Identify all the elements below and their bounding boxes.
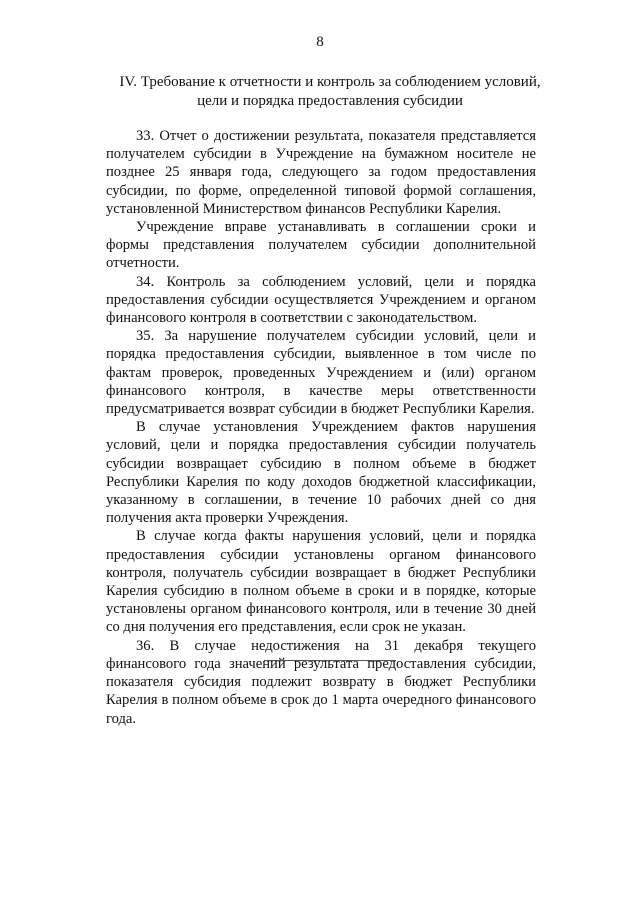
paragraph-additional-reporting: Учреждение вправе устанавливать в соглашении сроки и формы представления получателем субсидии дополнительной отчетности.: [106, 219, 536, 272]
paragraph-35: 35. За нарушение получателем субсидии условий, цели и порядка предоставления субсидии, выявленное в том числе по фактам проверок, проведенных Учреждением и (или) органом финансового контроля, в качестве меры ответственности предусматривается возврат субсидии в бюджет Республики Карелия.: [106, 328, 536, 418]
paragraph-34: 34. Контроль за соблюдением условий, цели и порядка предоставления субсидии осуществляется Учреждением и органом финансового контроля в соответствии с законодательством.: [106, 273, 536, 327]
section-title: [100, 73, 560, 111]
section-body: [106, 127, 536, 728]
paragraph-institution-violation: В случае установления Учреждением фактов нарушения условий, цели и порядка предоставления субсидии получатель субсидии возвращает субсидию в полном объеме в бюджет Республики Карелия по коду доходов бюджетной классификации, указанному в соглашении, в течение 10 рабочих дней со дня получения акта проверки Учреждения.: [106, 419, 536, 527]
end-divider: [264, 660, 396, 661]
section-title-line-1: IV. Требование к отчетности и контроль за соблюдением условий,: [119, 74, 541, 90]
page-number: 8: [316, 34, 324, 50]
paragraph-36: 36. В случае недостижения на 31 декабря текущего финансового года значений результата предоставления субсидии, показателя субсидия подлежит возврату в бюджет Республики Карелия в полном объеме в срок до 1 марта очередного финансового года.: [106, 637, 536, 727]
section-title-line-2: цели и порядка предоставления субсидии: [197, 93, 463, 109]
paragraph-33: 33. Отчет о достижении результата, показателя представляется получателем субсидии в Учреждение на бумажном носителе не позднее 25 января года, следующего за годом предоставления субсидии, по форме, определенной типовой формой соглашения, установленной Министерством финансов Республики Карелия.: [106, 128, 536, 217]
paragraph-financial-control-violation: В случае когда факты нарушения условий, цели и порядка предоставления субсидии установлены органом финансового контроля, получатель субсидии возвращает в бюджет Республики Карелия субсидию в полном объеме в сроки и в порядке, которые установлены органом финансового контроля, или в течение 30 дней со дня получения его представления, если срок не указан.: [106, 528, 536, 636]
